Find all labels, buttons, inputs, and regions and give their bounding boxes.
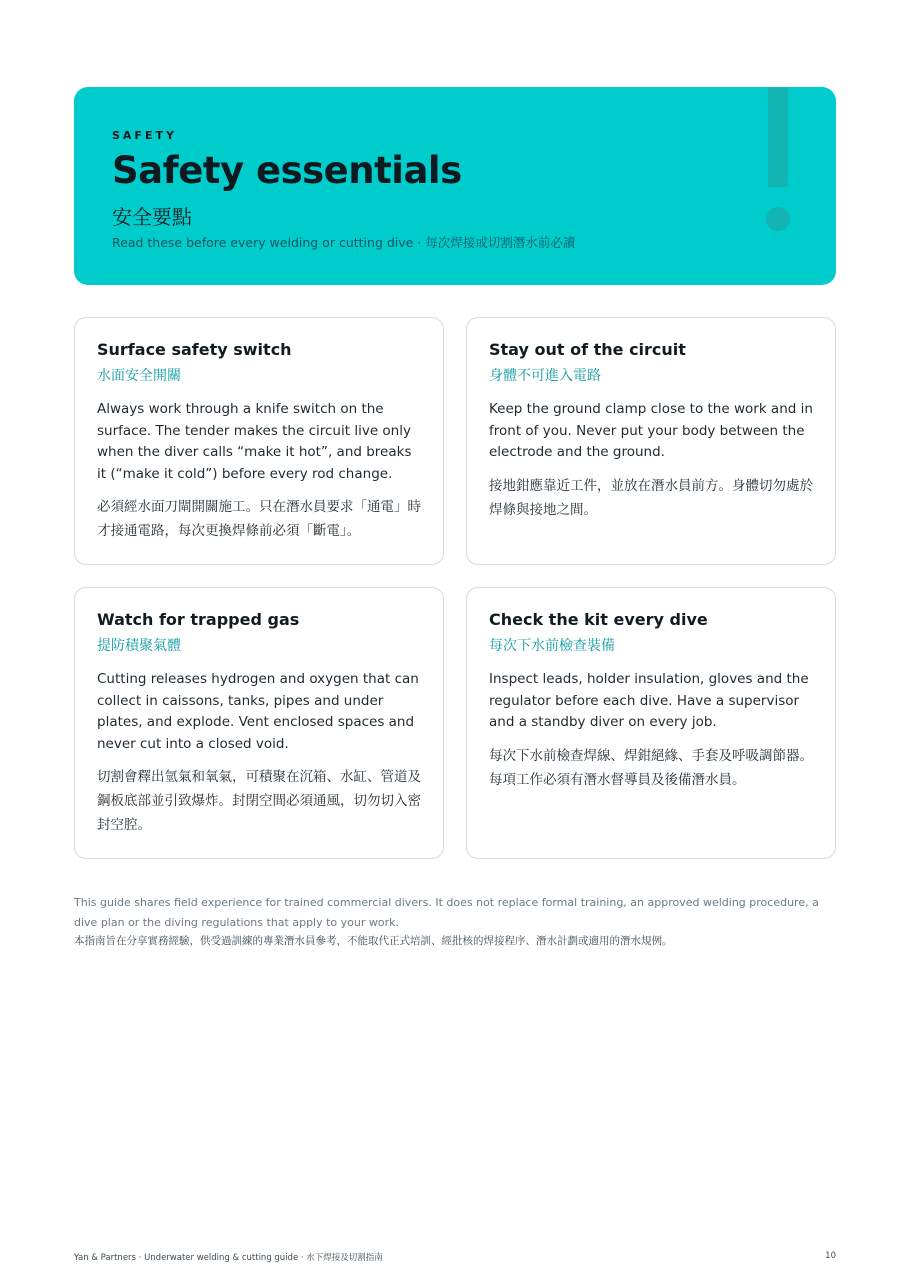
card-trapped-gas — [74, 587, 444, 859]
safety-banner — [74, 87, 836, 285]
exclamation-icon — [768, 87, 788, 187]
disclaimer-zh: 本指南旨在分享實務經驗，供受過訓練的專業潛水員參考，不能取代正式培訓、經批核的焊接程序、潛水計劃或適用的潛水規例。 — [74, 935, 673, 947]
page-number: 10 — [825, 1251, 836, 1261]
card-check-kit — [466, 587, 836, 859]
card-title-zh: 水面安全開關 — [97, 368, 181, 384]
card-title-zh: 提防積聚氣體 — [97, 638, 181, 654]
card-title: Stay out of the circuit — [489, 340, 686, 359]
card-body-zh: 接地鉗應靠近工件，並放在潛水員前方。身體切勿處於焊條與接地之間。 — [489, 477, 813, 518]
card-stay-out-of-circuit — [466, 317, 836, 565]
card-body-en: Inspect leads, holder insulation, gloves and the regulator before each dive. Have a supervisor and a standby diver on every job. — [489, 671, 809, 730]
exclamation-dot — [766, 207, 790, 231]
card-body-zh: 切割會釋出氫氣和氧氣，可積聚在沉箱、水缸、管道及鋼板底部並引致爆炸。封閉空間必須通風，切勿切入密封空腔。 — [97, 769, 421, 833]
page-title-zh: 安全要點 — [112, 205, 192, 229]
card-body-zh: 必須經水面刀閘開關施工。只在潛水員要求「通電」時才接通電路，每次更換焊條前必須「斷電」。 — [97, 499, 421, 539]
card-body-en: Keep the ground clamp close to the work and in front of you. Never put your body between the electrode and the ground. — [489, 401, 813, 460]
card-title-zh: 身體不可進入電路 — [489, 368, 601, 384]
page-subtitle: Read these before every welding or cutting dive · 每次焊接或切割潛水前必讀 — [112, 235, 576, 250]
disclaimer — [74, 893, 836, 952]
card-body-en: Cutting releases hydrogen and oxygen that can collect in caissons, tanks, pipes and under plates, and explode. Vent enclosed spaces and never cut into a closed void. — [97, 671, 419, 752]
card-title: Watch for trapped gas — [97, 610, 300, 629]
card-surface-safety-switch — [74, 317, 444, 565]
card-body-zh: 每次下水前檢查焊線、焊鉗絕緣、手套及呼吸調節器。每項工作必須有潛水督導員及後備潛水員。 — [489, 747, 813, 788]
page-title: Safety essentials — [112, 149, 462, 192]
section-eyebrow: SAFETY — [112, 129, 177, 142]
card-title: Surface safety switch — [97, 340, 292, 359]
disclaimer-en: This guide shares field experience for trained commercial divers. It does not replace formal training, an approved welding procedure, a dive plan or the diving regulations that apply to your work. — [74, 896, 819, 929]
card-title: Check the kit every dive — [489, 610, 708, 629]
card-title-zh: 每次下水前檢查裝備 — [489, 638, 615, 654]
footer-source: Yan & Partners · Underwater welding & cutting guide · 水下焊接及切割指南 — [74, 1253, 383, 1263]
card-body-en: Always work through a knife switch on the surface. The tender makes the circuit live only when the diver calls “make it hot”, and breaks it (“make it cold”) before every rod change. — [97, 401, 412, 482]
